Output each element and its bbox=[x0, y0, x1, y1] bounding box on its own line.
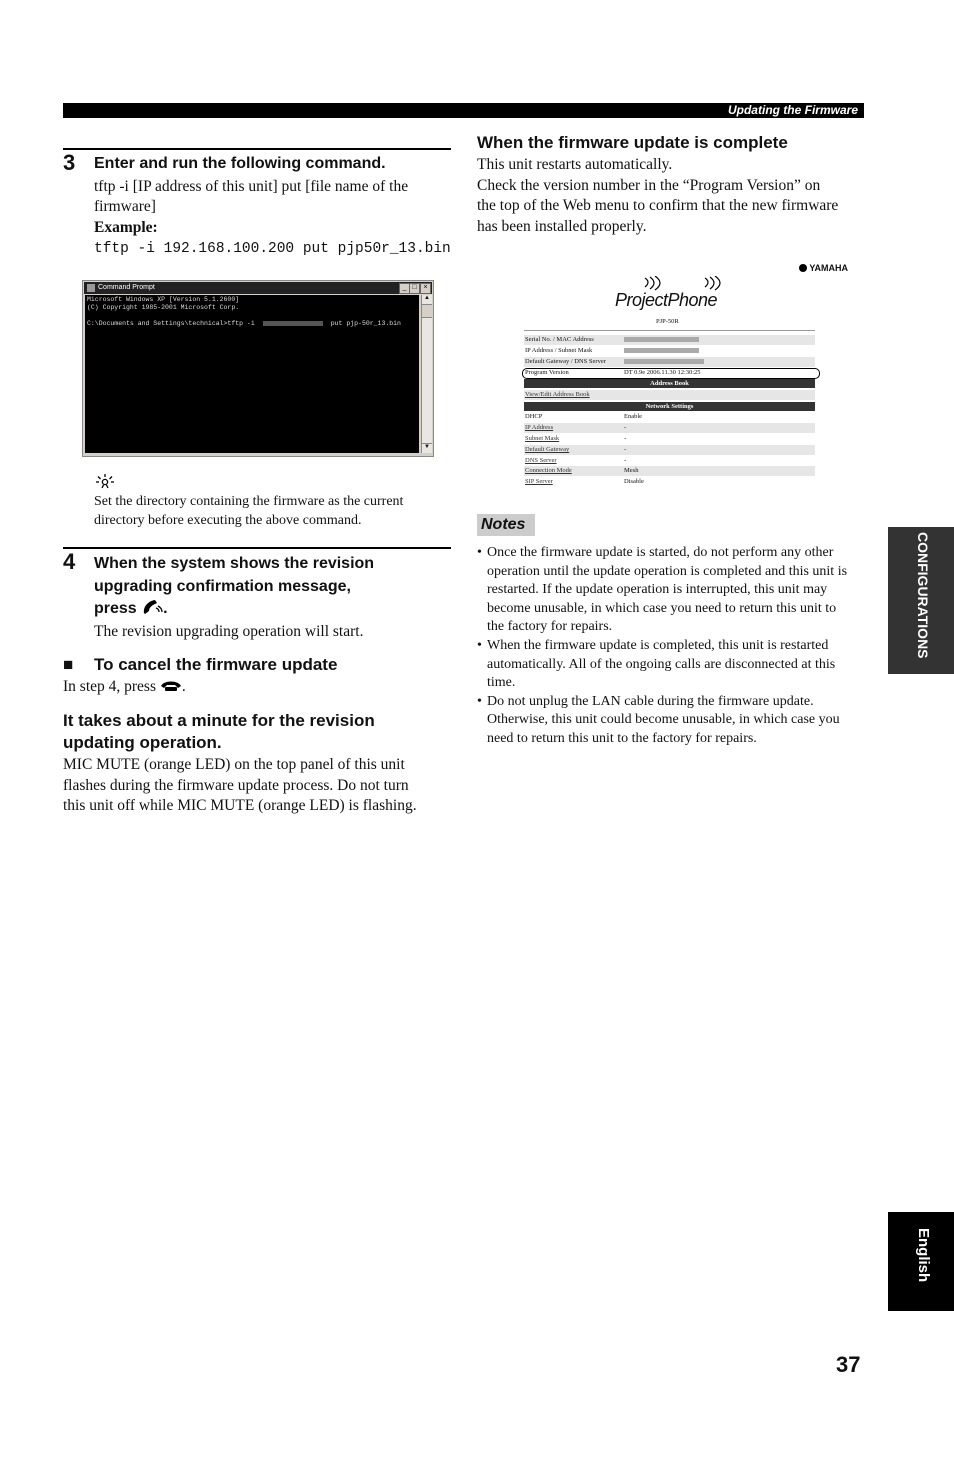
console-icon bbox=[87, 284, 95, 292]
web-menu-screenshot bbox=[520, 258, 850, 490]
ip-address-link[interactable]: IP Address bbox=[525, 424, 554, 431]
complete-body bbox=[477, 155, 838, 237]
network-row bbox=[524, 434, 815, 444]
sip-server-link[interactable]: SIP Server bbox=[525, 478, 553, 485]
language-tab-label: English bbox=[915, 1228, 932, 1283]
command-prompt-titlebar bbox=[84, 282, 432, 294]
network-row bbox=[524, 466, 815, 476]
note-line: When the firmware update is completed, this unit is restarted bbox=[487, 637, 829, 653]
minute-line: this unit off while MIC MUTE (orange LED) is flashing. bbox=[63, 797, 417, 814]
minute-line: MIC MUTE (orange LED) on the top panel of this unit bbox=[63, 756, 405, 773]
phone-onhook-icon bbox=[160, 680, 182, 692]
network-row bbox=[524, 456, 815, 466]
note-line: become unusable, in which case you need to return this unit to bbox=[487, 600, 837, 616]
brand-name: YAMAHA bbox=[809, 263, 849, 273]
phone-offhook-icon bbox=[141, 599, 163, 615]
step4-number: 4 bbox=[63, 549, 76, 574]
minute-heading-line2: updating operation. bbox=[63, 733, 222, 752]
list-item: • Do not unplug the LAN cable during the firmware update. Otherwise, this unit could become unusable, in which case you need to return this unit to the factory for repairs. bbox=[487, 693, 867, 749]
info-key: Serial No. / MAC Address bbox=[525, 336, 594, 343]
minute-body bbox=[63, 755, 417, 817]
step3-heading: Enter and run the following command. bbox=[94, 155, 386, 172]
minute-heading-line1: It takes about a minute for the revision bbox=[63, 711, 375, 730]
network-row bbox=[524, 423, 815, 433]
complete-line: the top of the Web menu to confirm that the new firmware bbox=[477, 197, 839, 214]
cancel-body: In step 4, press . bbox=[63, 678, 186, 695]
command-prompt-title: Command Prompt bbox=[98, 284, 155, 291]
network-value: Enable bbox=[624, 413, 643, 420]
connection-mode-link[interactable]: Connection Mode bbox=[525, 467, 572, 474]
console-command: C:\Documents and Settings\technical>tftp -i bbox=[87, 320, 255, 327]
console-output bbox=[85, 295, 419, 453]
cancel-marker: ■ bbox=[63, 655, 74, 674]
tip-line: Set the directory containing the firmware as the current bbox=[94, 494, 404, 509]
note-line: need to return this unit to the factory for repairs. bbox=[487, 730, 757, 746]
step4-rule bbox=[63, 547, 451, 549]
model-name: PJP-50R bbox=[656, 318, 679, 325]
info-key: Default Gateway / DNS Server bbox=[525, 358, 606, 365]
note-line: the factory for repairs. bbox=[487, 619, 613, 635]
section-tab-label: CONFIGURATIONS bbox=[915, 532, 931, 659]
list-item: • Once the firmware update is started, do not perform any other operation until the update operation is completed and this unit is restarted. If the update operation is interrupted, this unit may become unusable, in which case you need to return this unit to the factory for repairs. bbox=[487, 544, 867, 637]
info-key: Program Version bbox=[525, 369, 569, 376]
info-value bbox=[624, 335, 699, 345]
step3-command-line2: firmware] bbox=[94, 198, 156, 215]
network-value: - bbox=[624, 446, 627, 453]
close-button[interactable]: × bbox=[420, 283, 431, 294]
step3-rule bbox=[63, 148, 451, 150]
language-tab bbox=[888, 1212, 954, 1311]
list-item: • When the firmware update is completed, this unit is restarted automatically. All of the ongoing calls are disconnected at this time. bbox=[487, 637, 867, 693]
command-prompt-window bbox=[82, 280, 434, 457]
network-settings-header: Network Settings bbox=[524, 402, 815, 411]
console-line: (C) Copyright 1985-2001 Microsoft Corp. bbox=[87, 304, 240, 311]
minute-line: flashes during the firmware update process. Do not turn bbox=[63, 776, 409, 794]
note-line: Do not unplug the LAN cable during the firmware update. bbox=[487, 693, 814, 709]
info-row bbox=[524, 346, 815, 356]
info-row bbox=[524, 357, 815, 367]
scroll-thumb[interactable] bbox=[422, 305, 432, 318]
network-value: - bbox=[624, 457, 627, 464]
divider bbox=[524, 330, 815, 331]
console-command-line bbox=[87, 320, 417, 328]
section-tab bbox=[888, 527, 954, 674]
yamaha-logo bbox=[799, 263, 848, 273]
network-row bbox=[524, 477, 815, 487]
address-book-header: Address Book bbox=[524, 379, 815, 388]
network-value: - bbox=[624, 424, 627, 431]
notes-label: Notes bbox=[481, 516, 526, 533]
info-key: IP Address / Subnet Mask bbox=[525, 347, 593, 354]
info-row bbox=[524, 335, 815, 345]
projectphone-logo bbox=[615, 276, 725, 316]
subnet-mask-link[interactable]: Subnet Mask bbox=[525, 435, 560, 442]
header-title: Updating the Firmware bbox=[727, 103, 858, 117]
step4-heading-line3: press . bbox=[94, 600, 168, 617]
address-book-row bbox=[524, 390, 815, 400]
console-command-tail: put pjp-50r_13.bin bbox=[330, 320, 401, 327]
complete-heading: When the firmware update is complete bbox=[477, 133, 788, 152]
lightbulb-icon bbox=[94, 473, 116, 494]
network-row bbox=[524, 412, 815, 422]
view-edit-address-book-link[interactable]: View/Edit Address Book bbox=[525, 391, 590, 398]
scrollbar[interactable] bbox=[421, 295, 432, 453]
network-key: DHCP bbox=[525, 413, 543, 420]
info-value bbox=[624, 357, 704, 367]
note-line: time. bbox=[487, 675, 516, 691]
complete-line: has been installed properly. bbox=[477, 217, 647, 235]
yamaha-emblem-icon bbox=[799, 264, 807, 272]
step4-heading-line2: upgrading confirmation message, bbox=[94, 578, 351, 595]
default-gateway-link[interactable]: Default Gateway bbox=[525, 446, 570, 453]
step3-number: 3 bbox=[63, 150, 76, 175]
notes-list bbox=[477, 544, 867, 749]
logo-text: ProjectPhone bbox=[615, 290, 718, 310]
tip-text bbox=[94, 492, 403, 530]
running-header bbox=[63, 103, 864, 118]
example-label: Example: bbox=[94, 219, 158, 236]
complete-line: Check the version number in the “Program Version” on bbox=[477, 176, 821, 194]
note-line: Otherwise, this unit could become unusable, in which case you bbox=[487, 712, 840, 728]
cancel-heading: To cancel the firmware update bbox=[94, 655, 338, 674]
network-value: Disable bbox=[624, 478, 644, 485]
note-line: automatically. All of the ongoing calls are disconnected at this bbox=[487, 656, 836, 672]
page-number: 37 bbox=[836, 1352, 861, 1377]
dns-server-link[interactable]: DNS Server bbox=[525, 457, 557, 464]
highlight-ellipse bbox=[522, 368, 820, 379]
complete-line: This unit restarts automatically. bbox=[477, 156, 673, 173]
minimize-button[interactable]: _ bbox=[399, 283, 410, 294]
program-version-value: DT 0.9e 2006.11.30 12:30:25 bbox=[624, 369, 701, 376]
example-command: tftp -i 192.168.100.200 put pjp50r_13.bin bbox=[94, 241, 451, 257]
step3-command-line1: tftp -i [IP address of this unit] put [file name of the bbox=[94, 178, 409, 195]
note-line: operation until the update operation is completed and this unit is bbox=[487, 563, 848, 579]
tip-line: directory before executing the above command. bbox=[94, 513, 362, 528]
cancel-body-text: In step 4, press bbox=[63, 678, 156, 695]
network-value: - bbox=[624, 435, 627, 442]
step4-heading-line1: When the system shows the revision bbox=[94, 555, 375, 572]
scroll-down-icon[interactable]: ▼ bbox=[422, 443, 432, 453]
maximize-button[interactable]: □ bbox=[409, 283, 420, 294]
step4-body: The revision upgrading operation will start. bbox=[94, 623, 364, 640]
press-label: press bbox=[94, 600, 137, 617]
info-value bbox=[624, 346, 699, 356]
network-row bbox=[524, 445, 815, 455]
network-value: Mesh bbox=[624, 467, 639, 474]
note-line: restarted. If the update operation is interrupted, this unit may bbox=[487, 582, 828, 598]
notes-tag bbox=[477, 514, 535, 536]
scroll-up-icon[interactable]: ▲ bbox=[422, 295, 432, 305]
console-line bbox=[87, 312, 417, 320]
redacted-ip bbox=[263, 321, 323, 326]
console-line: Microsoft Windows XP [Version 5.1.2600] bbox=[87, 296, 240, 303]
note-line: Once the firmware update is started, do not perform any other bbox=[487, 545, 834, 560]
